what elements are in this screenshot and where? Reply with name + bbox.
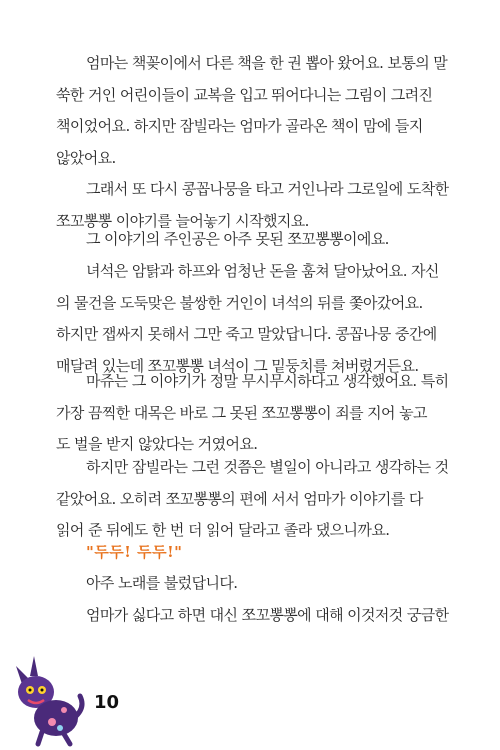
exclamation-text: "두두! 두두!" (86, 543, 183, 561)
text-line: 아주 노래를 불렀답니다. (86, 574, 238, 592)
text-line: 엄마가 싫다고 하면 대신 쪼꼬뽕뽕에 대해 이것저것 궁금한 (86, 606, 449, 624)
paragraph-1 (56, 48, 448, 174)
text-line: 의 물건을 도둑맞은 불쌍한 거인이 녀석의 뒤를 쫓아갔어요. (56, 293, 423, 312)
paragraph-6 (56, 452, 448, 547)
text-line: 가장 끔찍한 대목은 바로 그 못된 쪼꼬뽕뽕이 죄를 지어 놓고 (56, 403, 427, 422)
paragraph-5 (56, 366, 448, 461)
text-line: 않았어요. (56, 148, 116, 167)
text-line: 쪼꼬뽕뽕 이야기를 늘어놓기 시작했지요. (56, 211, 309, 230)
text-line: 하지만 잠빌라는 그런 것쯤은 별일이 아니라고 생각하는 것 (86, 458, 449, 476)
text-line: 마쥬는 그 이야기가 정말 무시무시하다고 생각했어요. 특히 (86, 372, 449, 390)
paragraph-3 (56, 224, 448, 256)
text-line: 쑥한 거인 어린이들이 교복을 입고 뛰어다니는 그림이 그려진 (56, 85, 433, 104)
text-line: 그래서 또 다시 콩꼽나뭉을 타고 거인나라 그로일에 도착한 (86, 180, 449, 198)
text-line: 책이었어요. 하지만 잠빌라는 엄마가 골라온 책이 맘에 들지 (56, 117, 423, 135)
text-line: 하지만 잽싸지 못해서 그만 죽고 말았답니다. 콩꼽나뭉 중간에 (56, 325, 437, 343)
text-line: 같았어요. 오히려 쪼꼬뽕뽕의 편에 서서 엄마가 이야기를 다 (56, 489, 423, 508)
text-line: 도 벌을 받지 않았다는 거였어요. (56, 435, 258, 453)
text-line: 매달려 있는데 쪼꼬뽕뽕 녀석이 그 밑둥치를 쳐버렸거든요. (56, 356, 419, 375)
text-line: 그 이야기의 주인공은 아주 못된 쪼꼬뽕뽕이에요. (86, 230, 389, 248)
paragraph-8 (56, 568, 448, 600)
text-line: 녀석은 암탉과 하프와 엄청난 돈을 훔쳐 달아났어요. 자신 (86, 262, 439, 280)
page-number: 10 (94, 692, 120, 713)
paragraph-7 (56, 537, 448, 569)
text-line: 읽어 준 뒤에도 한 번 더 읽어 달라고 졸라 댔으니까요. (56, 521, 390, 539)
paragraph-4 (56, 256, 448, 382)
paragraph-9 (56, 600, 448, 632)
purple-cat-illustration (8, 648, 88, 748)
text-line: 엄마는 책꽂이에서 다른 책을 한 권 뽑아 왔어요. 보통의 말 (86, 54, 448, 72)
